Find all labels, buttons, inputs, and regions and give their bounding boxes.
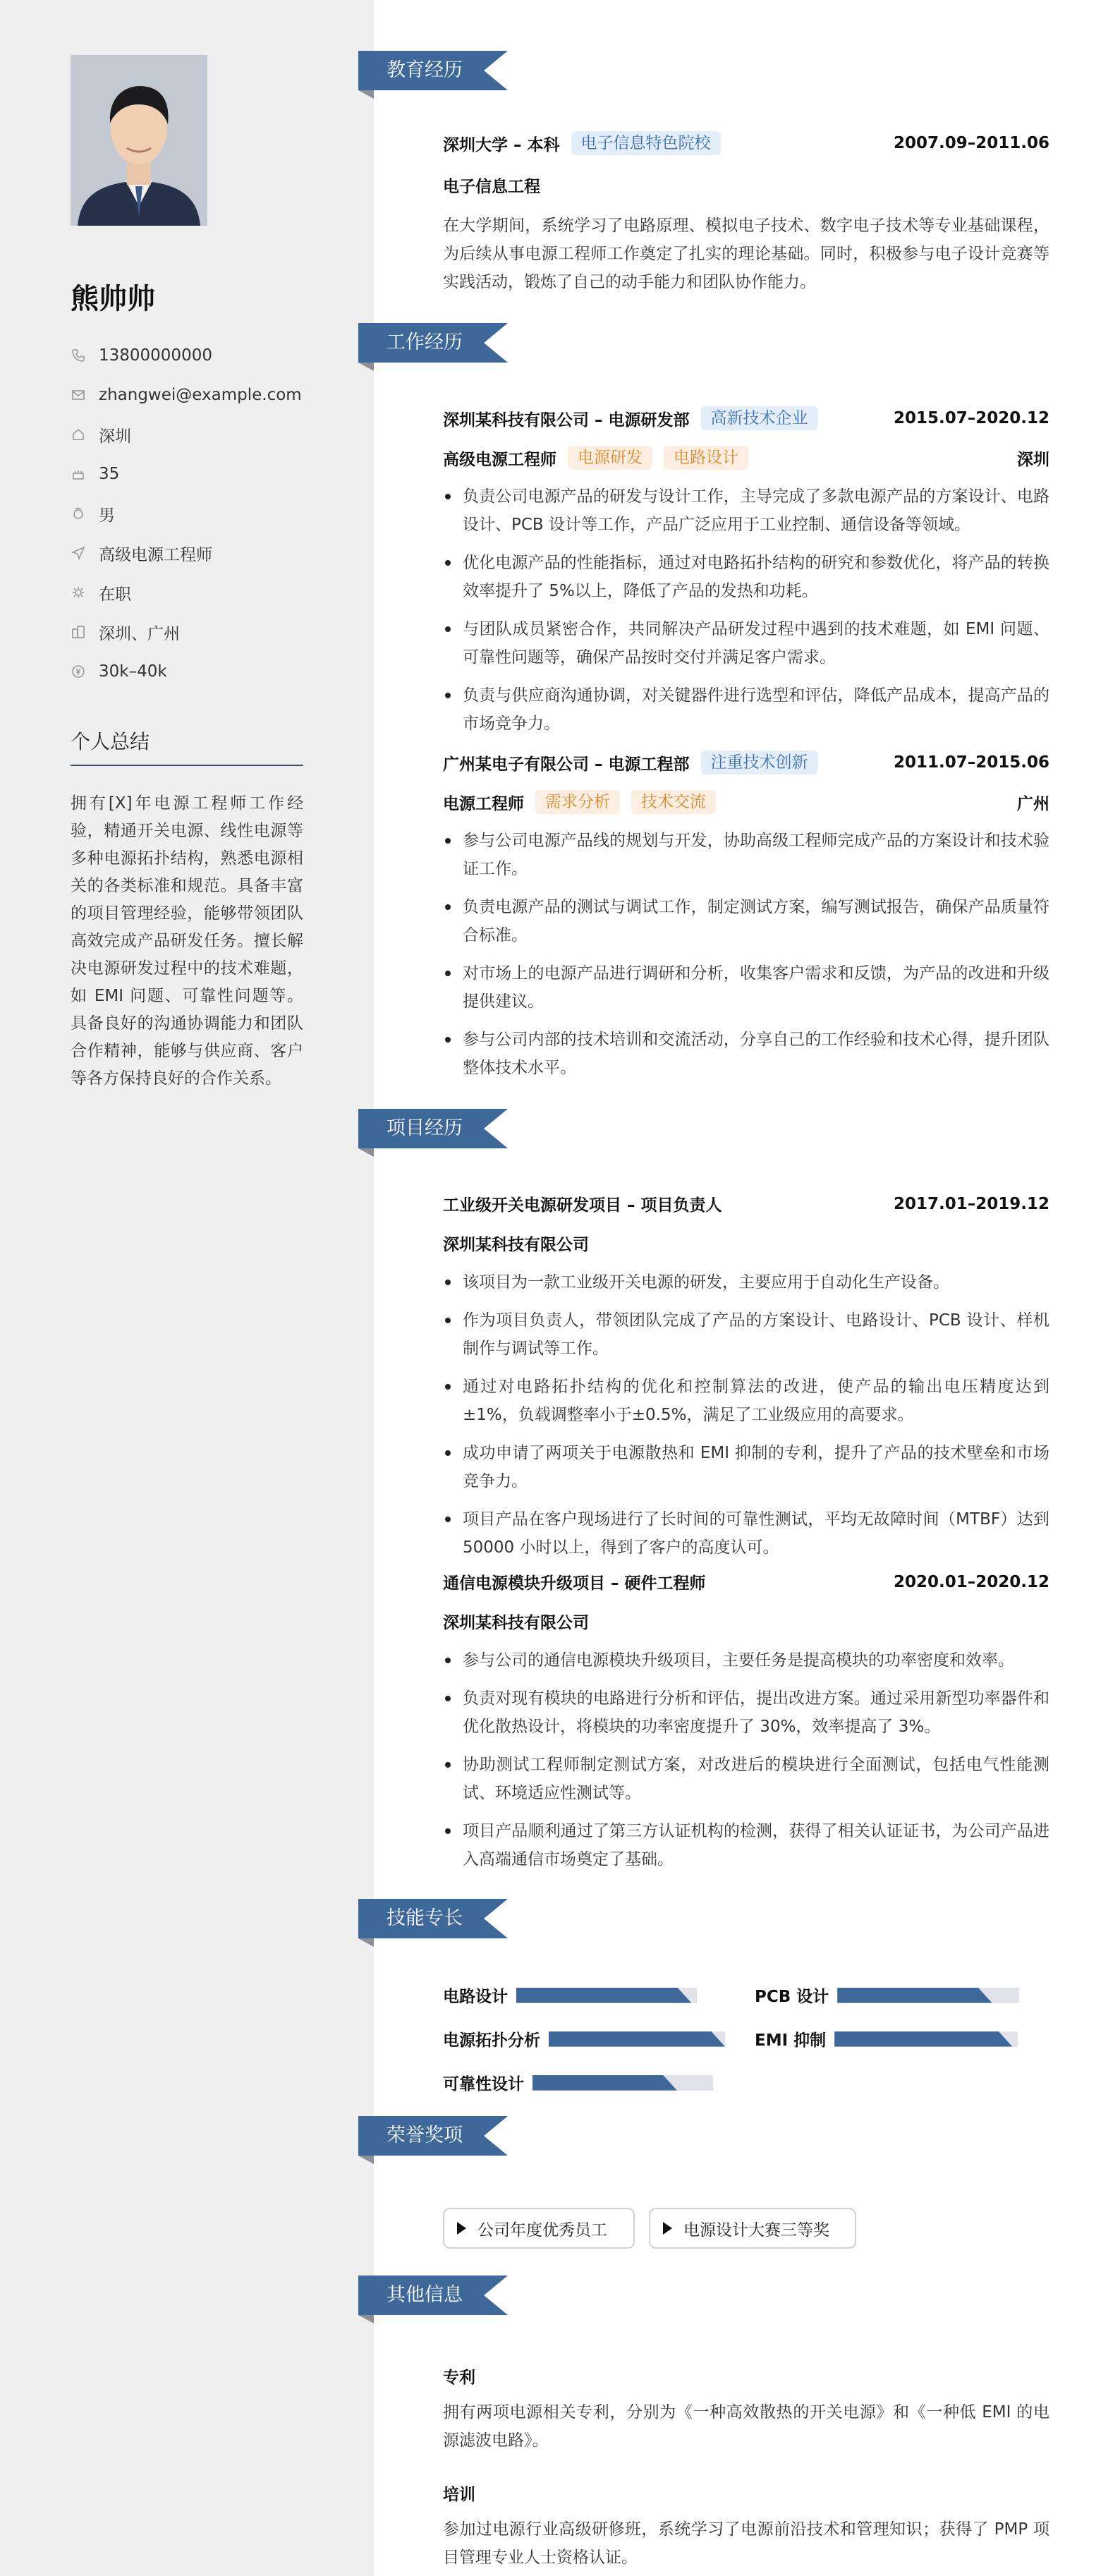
play-triangle-icon xyxy=(663,2222,672,2235)
section-other-header xyxy=(358,2276,513,2321)
job-target-icon xyxy=(71,545,86,561)
work-skill-tag: 技术交流 xyxy=(631,790,716,814)
project-1-bullets xyxy=(443,1268,1049,1572)
skill-emi-suppression xyxy=(755,2027,1018,2051)
skill-pcb-design xyxy=(755,1983,1019,2007)
home-icon xyxy=(71,427,86,442)
info-salary xyxy=(71,657,167,686)
summary-text: 拥有[X]年电源工程师工作经验，精通开关电源、线性电源等多种电源拓扑结构，熟悉电源相关的各类标准和规范。具备丰富的项目管理经验，能够带领团队高效完成产品研发任务。擅长解决电源研发过程中的技术难题，如 EMI 问题、可靠性问题等。具备良好的沟通协调能力和团队合作精神，能够与供应商、客户等各方保持良好的合作关系。 xyxy=(71,794,303,1088)
work-2-role xyxy=(443,790,1049,814)
work-company-tag: 高新技术企业 xyxy=(701,406,818,430)
education-tag: 电子信息特色院校 xyxy=(571,131,721,155)
list-item: 参与公司内部的技术培训和交流活动，分享自己的工作经验和技术心得，提升团队整体技术水平。 xyxy=(443,1026,1049,1082)
skill-reliability-design xyxy=(443,2071,713,2094)
info-salary-text: 30k–40k xyxy=(99,662,167,681)
skill-bar-track xyxy=(532,2075,713,2091)
profile-photo xyxy=(71,55,207,226)
work-skill-tag: 电源研发 xyxy=(568,446,652,470)
section-skills-header xyxy=(358,1899,513,1944)
other-patent-title: 专利 xyxy=(443,2369,475,2387)
project-2-company-row xyxy=(443,1610,1049,1633)
skill-name: 电源拓扑分析 xyxy=(443,2031,540,2050)
honor-text: 公司年度优秀员工 xyxy=(477,2220,607,2240)
ribbon-fold xyxy=(358,1148,374,1157)
info-job-target xyxy=(71,539,212,567)
list-item: 优化电源产品的性能指标，通过对电路拓扑结构的研究和参数优化，将产品的转换效率提升了 5%以上，降低了产品的发热和功耗。 xyxy=(443,549,1049,605)
project-company: 深圳某科技有限公司 xyxy=(443,1236,589,1254)
info-age xyxy=(71,460,119,488)
work-title: 高级电源工程师 xyxy=(443,450,556,469)
work-city: 深圳 xyxy=(1017,450,1049,469)
skill-bar-track xyxy=(549,2031,725,2047)
play-triangle-icon xyxy=(457,2222,466,2235)
list-item: 该项目为一款工业级开关电源的研发，主要应用于自动化生产设备。 xyxy=(443,1268,1049,1296)
status-icon xyxy=(71,585,86,600)
list-item: 作为项目负责人，带领团队完成了产品的方案设计、电路设计、PCB 设计、样机制作与调试等工作。 xyxy=(443,1306,1049,1363)
work-1-header xyxy=(443,406,1049,430)
ribbon-fold xyxy=(358,2156,374,2164)
list-item: 负责电源产品的测试与调试工作，制定测试方案，编写测试报告，确保产品质量符合标准。 xyxy=(443,893,1049,949)
skill-bar-track xyxy=(837,1988,1019,2003)
work-title: 电源工程师 xyxy=(443,794,524,813)
other-training-title: 培训 xyxy=(443,2486,475,2504)
list-item: 对市场上的电源产品进行调研和分析，收集客户需求和反馈，为产品的改进和升级提供建议。 xyxy=(443,959,1049,1016)
city-icon xyxy=(71,624,86,640)
education-header-row xyxy=(443,131,1049,155)
info-phone xyxy=(71,341,212,370)
ribbon-fold xyxy=(358,1938,374,1947)
work-1-bullets xyxy=(443,482,1049,748)
work-company: 广州某电子有限公司 – 电源工程部 xyxy=(443,755,690,774)
skill-name: EMI 抑制 xyxy=(755,2031,827,2050)
work-period: 2011.07–2015.06 xyxy=(893,753,1049,772)
list-item: 协助测试工程师制定测试方案，对改进后的模块进行全面测试，包括电气性能测试、环境适应性测试等。 xyxy=(443,1751,1049,1807)
skill-bar-fill xyxy=(516,1988,691,2003)
list-item: 项目产品顺利通过了第三方认证机构的检测，获得了相关认证证书，为公司产品进入高端通信市场奠定了基础。 xyxy=(443,1817,1049,1873)
list-item: 项目产品在客户现场进行了长时间的可靠性测试，平均无故障时间（MTBF）达到 50000 小时以上，得到了客户的高度认可。 xyxy=(443,1505,1049,1562)
info-status-text: 在职 xyxy=(99,585,131,604)
project-period: 2020.01–2020.12 xyxy=(893,1572,1049,1591)
info-city-text: 深圳、广州 xyxy=(99,624,180,643)
sidebar xyxy=(0,0,374,2576)
section-label: 技能专长 xyxy=(386,1907,463,1929)
skill-bar-fill xyxy=(837,1988,992,2003)
section-work-header xyxy=(358,323,513,368)
other-patent-text: 拥有两项电源相关专利，分别为《一种高效散热的开关电源》和《一种低 EMI 的电源滤波电路》。 xyxy=(443,2403,1049,2450)
info-location xyxy=(71,420,131,449)
phone-icon xyxy=(71,348,86,363)
summary-title: 个人总结 xyxy=(71,730,150,753)
skill-topology-analysis xyxy=(443,2027,725,2051)
work-company-tag: 注重技术创新 xyxy=(701,751,818,774)
work-2-bullets xyxy=(443,827,1049,1092)
work-city: 广州 xyxy=(1017,794,1049,813)
list-item: 负责与供应商沟通协调，对关键器件进行选型和评估，降低产品成本，提高产品的市场竞争力。 xyxy=(443,681,1049,738)
section-education-header xyxy=(358,51,513,96)
summary-divider xyxy=(71,765,303,766)
salary-icon xyxy=(71,664,86,679)
project-company: 深圳某科技有限公司 xyxy=(443,1614,589,1632)
list-item: 成功申请了两项关于电源散热和 EMI 抑制的专利，提升了产品的技术壁垒和市场竞争力。 xyxy=(443,1439,1049,1495)
education-major: 电子信息工程 xyxy=(443,178,540,196)
list-item: 通过对电路拓扑结构的优化和控制算法的改进，使产品的输出电压精度达到±1%，负载调整率小于±0.5%，满足了工业级应用的高要求。 xyxy=(443,1373,1049,1429)
info-location-text: 深圳 xyxy=(99,427,131,446)
list-item: 负责公司电源产品的研发与设计工作，主导完成了多款电源产品的方案设计、电路设计、PCB 设计等工作，产品广泛应用于工业控制、通信设备等领域。 xyxy=(443,482,1049,539)
skill-circuit-design xyxy=(443,1983,697,2007)
ribbon-fold xyxy=(358,363,374,371)
skill-name: 电路设计 xyxy=(443,1988,508,2006)
work-1-role xyxy=(443,446,1049,470)
list-item: 负责对现有模块的电路进行分析和评估，提出改进方案。通过采用新型功率器件和优化散热设计，将模块的功率密度提升了 30%，效率提高了 3%。 xyxy=(443,1684,1049,1741)
list-item: 参与公司的通信电源模块升级项目，主要任务是提高模块的功率密度和效率。 xyxy=(443,1646,1049,1675)
education-major-row xyxy=(443,174,1049,197)
info-job-target-text: 高级电源工程师 xyxy=(99,545,212,564)
work-company: 深圳某科技有限公司 – 电源研发部 xyxy=(443,411,690,430)
education-desc: 在大学期间，系统学习了电路原理、模拟电子技术、数字电子技术等专业基础课程，为后续从事电源工程师工作奠定了扎实的理论基础。同时，积极参与电子设计竞赛等实践活动，锻炼了自己的动手能力和团队协作能力。 xyxy=(443,217,1049,291)
honor-text: 电源设计大赛三等奖 xyxy=(683,2220,829,2240)
section-label: 荣誉奖项 xyxy=(386,2125,463,2146)
honor-badge xyxy=(443,2208,635,2249)
skill-bar-fill xyxy=(549,2031,725,2047)
work-skill-tag: 需求分析 xyxy=(535,790,620,814)
skill-name: PCB 设计 xyxy=(755,1988,829,2006)
education-period: 2007.09–2011.06 xyxy=(893,134,1049,152)
section-label: 工作经历 xyxy=(386,332,463,353)
project-name: 工业级开关电源研发项目 – 项目负责人 xyxy=(443,1196,722,1215)
section-label: 其他信息 xyxy=(386,2284,463,2306)
info-status xyxy=(71,578,131,607)
info-email xyxy=(71,381,302,409)
project-1-header xyxy=(443,1192,1049,1215)
project-period: 2017.01–2019.12 xyxy=(893,1194,1049,1213)
list-item: 参与公司电源产品线的规划与开发，协助高级工程师完成产品的方案设计和技术验证工作。 xyxy=(443,827,1049,883)
skill-bar-fill xyxy=(834,2031,1012,2047)
info-age-text: 35 xyxy=(99,465,120,483)
candidate-name: 熊帅帅 xyxy=(71,283,155,315)
email-icon xyxy=(71,387,86,403)
info-city xyxy=(71,618,180,646)
skill-bar-track xyxy=(834,2031,1018,2047)
project-2-bullets xyxy=(443,1646,1049,1883)
project-2-header xyxy=(443,1570,1049,1593)
work-2-header xyxy=(443,751,1049,774)
info-gender xyxy=(71,499,115,528)
age-icon xyxy=(71,466,86,482)
honor-badge xyxy=(649,2208,856,2249)
list-item: 与团队成员紧密合作，共同解决产品研发过程中遇到的技术难题，如 EMI 问题、可靠性问题等，确保产品按时交付并满足客户需求。 xyxy=(443,615,1049,672)
skill-bar-track xyxy=(516,1988,697,2003)
section-projects-header xyxy=(358,1109,513,1154)
ribbon-fold xyxy=(358,2315,374,2323)
section-label: 项目经历 xyxy=(386,1117,463,1139)
info-email-text: zhangwei@example.com xyxy=(99,386,302,404)
skill-bar-fill xyxy=(532,2075,677,2091)
info-phone-text: 13800000000 xyxy=(99,346,212,365)
work-period: 2015.07–2020.12 xyxy=(893,409,1049,427)
other-training-text: 参加过电源行业高级研修班，系统学习了电源前沿技术和管理知识；获得了 PMP 项目管理专业人士资格认证。 xyxy=(443,2520,1049,2567)
project-name: 通信电源模块升级项目 – 硬件工程师 xyxy=(443,1574,706,1593)
info-gender-text: 男 xyxy=(99,506,115,525)
education-school: 深圳大学 – 本科 xyxy=(443,135,560,154)
skill-name: 可靠性设计 xyxy=(443,2075,524,2094)
gender-icon xyxy=(71,506,86,521)
project-1-company-row xyxy=(443,1232,1049,1255)
work-skill-tag: 电路设计 xyxy=(664,446,748,470)
section-honors-header xyxy=(358,2116,513,2161)
section-label: 教育经历 xyxy=(386,59,463,81)
ribbon-fold xyxy=(358,90,374,99)
